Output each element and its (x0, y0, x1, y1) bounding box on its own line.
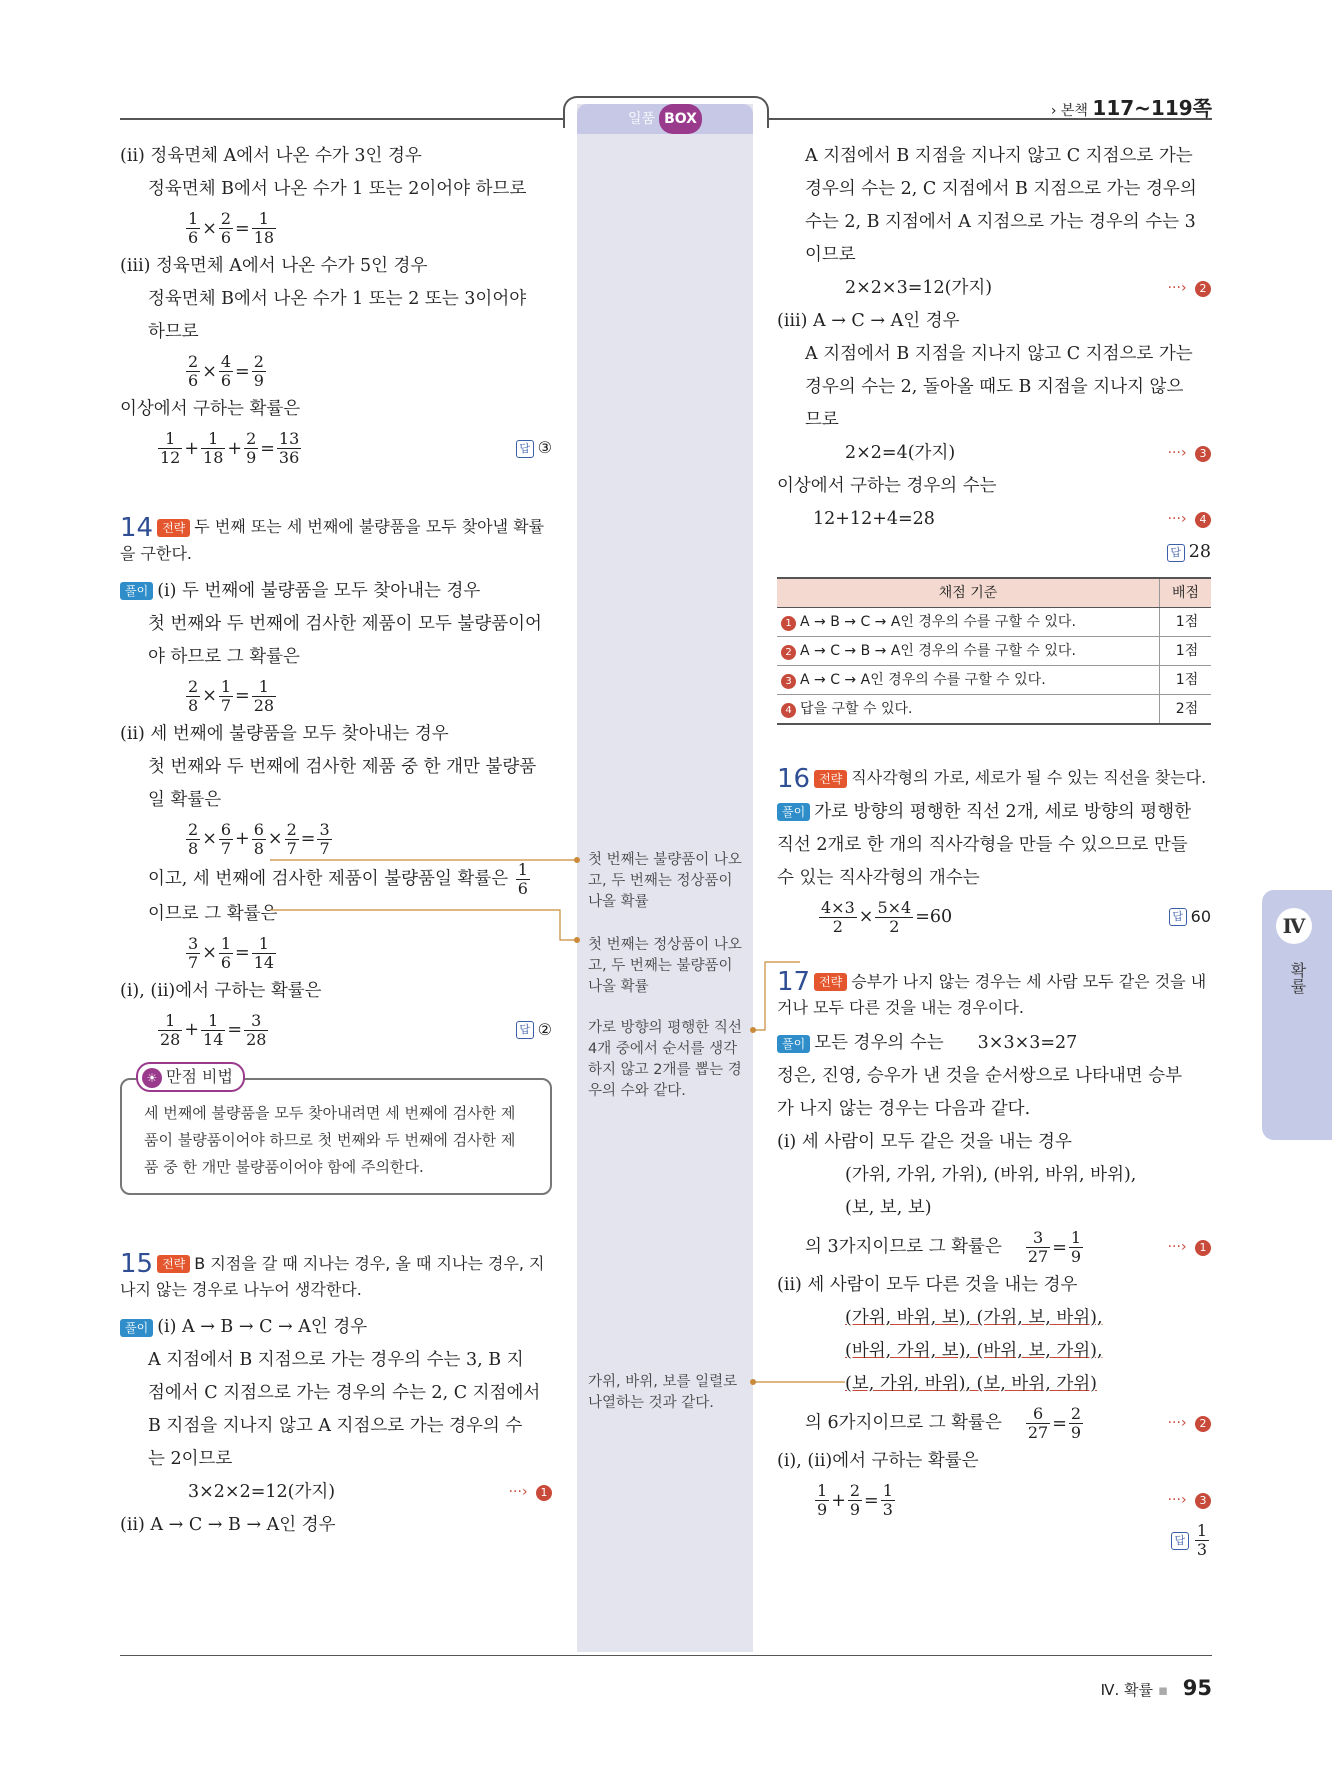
text-line: 12+12+4=28 ···› 4 (777, 503, 1211, 536)
text-line: 첫 번째와 두 번째에 검사한 제품이 모두 불량품이어 (148, 613, 542, 634)
table-header: 배점 (1160, 578, 1212, 608)
text-line: 2×2×3=12(가지) ···› 2 (777, 272, 1211, 305)
step-marker: ···› 1 (1168, 1225, 1211, 1269)
text-line: 3×2×2=12(가지) ···› 1 (120, 1476, 552, 1509)
solution-tag: 풀이 (777, 803, 810, 821)
table-row: 3 A → C → A인 경우의 수를 구할 수 있다. 1점 (777, 666, 1211, 695)
text-line: 이고, 세 번째에 검사한 제품이 불량품일 확률은 $\frac{1}{6}$ (148, 859, 528, 898)
text-line: 이상에서 구하는 경우의 수는 (777, 476, 997, 496)
answer-icon: 답 (516, 1021, 534, 1039)
text-line: 점에서 C 지점으로 가는 경우의 수는 2, C 지점에서 (148, 1383, 541, 1403)
equation: $\frac{1}{6}$ × $\frac{2}{6}$ = $\frac{1}{18}$ (188, 209, 275, 247)
side-note: 가로 방향의 평행한 직선 4개 중에서 순서를 생각하지 않고 2개를 뽑는 경우의 수와 같다. (588, 1020, 742, 1099)
question-number: 16 (777, 763, 811, 794)
text-line: 가 나지 않는 경우는 다음과 같다. (777, 1099, 1031, 1119)
text-line: (ⅲ) 정육면체 A에서 나온 수가 5인 경우 (120, 256, 428, 276)
text-line: (ⅰ), (ⅱ)에서 구하는 확률은 (120, 980, 322, 1001)
step-marker: ···› 1 (509, 1476, 552, 1509)
question-16-header (777, 765, 1211, 792)
answer: 답 ② (516, 1008, 552, 1052)
equation: $\frac{2}{8}$ × $\frac{6}{7}$ + $\frac{6}{8}$ × $\frac{2}{7}$ = $\frac{3}{7}$ (188, 819, 330, 858)
text-line: 풀이 모든 경우의 수는 3×3×3=27 (777, 1027, 1211, 1060)
text-line: (ⅱ) A → C → B → A인 경우 (120, 1515, 336, 1535)
step-marker: ···› 2 (1168, 1401, 1211, 1445)
question-number: 17 (777, 967, 811, 997)
text-line: 정육면체 B에서 나온 수가 1 또는 2 또는 3이어야 (148, 289, 527, 309)
text-line: 직선 2개로 한 개의 직사각형을 만들 수 있으므로 만들 (777, 834, 1188, 855)
text-line: 경우의 수는 2, 돌아올 때도 B 지점을 지나지 않으 (805, 377, 1184, 397)
text-line: 첫 번째와 두 번째에 검사한 제품 중 한 개만 불량품 (148, 756, 537, 777)
table-row: 2 A → C → B → A인 경우의 수를 구할 수 있다. 1점 (777, 637, 1211, 666)
question-17-header (777, 969, 1211, 1022)
answer: 답 ③ (516, 426, 552, 470)
answer-icon: 답 (1167, 544, 1185, 562)
text-line: 경우의 수는 2, C 지점에서 B 지점으로 가는 경우의 (805, 179, 1197, 199)
tip-header: ☀ 만점 비법 (136, 1062, 245, 1092)
text-line: A 지점에서 B 지점을 지나지 않고 C 지점으로 가는 (805, 146, 1193, 166)
page-number: 95 (1182, 1676, 1212, 1700)
text-line: (가위, 가위, 가위), (바위, 바위, 바위), (845, 1165, 1137, 1185)
equation: 의 3가지이므로 그 확률은 $\frac{3}{27}$ = $\frac{1}{9}$ ···› 1 (777, 1225, 1211, 1269)
text-line: (ⅱ) 세 번째에 불량품을 모두 찾아내는 경우 (120, 723, 449, 744)
text-line: (가위, 바위, 보), (가위, 보, 바위), (845, 1308, 1103, 1328)
strategy-text: 직사각형의 가로, 세로가 될 수 있는 직선을 찾는다. (851, 768, 1207, 787)
text-line: A 지점에서 B 지점으로 가는 경우의 수는 3, B 지 (148, 1350, 524, 1370)
step-marker: ···› 4 (1168, 503, 1211, 536)
step-marker: ···› 2 (1168, 272, 1211, 305)
strategy-tag: 전략 (157, 1255, 190, 1273)
chevron-right-icon: › (1050, 103, 1057, 119)
equation: $\frac{4\times 3}{2}$ × $\frac{5\times 4}{2}$ =60 답 60 (777, 895, 1211, 939)
text-line: 풀이 (ⅰ) A → B → C → A인 경우 (120, 1311, 552, 1344)
equation: $\frac{3}{7}$ × $\frac{1}{6}$ = $\frac{1}{14}$ (188, 933, 275, 972)
strategy-text: 승부가 나지 않는 경우는 세 사람 모두 같은 것을 내거나 모두 다른 것을 내는 경우이다. (777, 971, 1207, 1017)
answer: 답 $\frac{1}{3}$ (777, 1522, 1211, 1562)
text-line: 정육면체 B에서 나온 수가 1 또는 2이어야 하므로 (148, 179, 527, 199)
text-line: 는 2이므로 (148, 1449, 233, 1469)
text-line: 풀이 가로 방향의 평행한 직선 2개, 세로 방향의 평행한 (777, 796, 1211, 829)
solution-tag: 풀이 (120, 582, 153, 600)
answer: 답 60 (1169, 895, 1211, 939)
text-line: A 지점에서 B 지점을 지나지 않고 C 지점으로 가는 (805, 344, 1193, 364)
step-marker: ···› 3 (1168, 437, 1211, 470)
text-line: 풀이 (ⅰ) 두 번째에 불량품을 모두 찾아내는 경우 (120, 575, 552, 608)
equation: $\frac{1}{28}$ + $\frac{1}{14}$ = $\frac{3}{28}$ 답 ② (120, 1008, 552, 1052)
table-row: 1 A → B → C → A인 경우의 수를 구할 수 있다. 1점 (777, 608, 1211, 637)
right-column (777, 140, 1211, 1562)
text-line: 므로 (805, 410, 839, 430)
equation: $\frac{2}{6}$ × $\frac{4}{6}$ = $\frac{2}{9}$ (188, 352, 264, 390)
side-note: 가위, 바위, 보를 일렬로 나열하는 것과 같다. (588, 1374, 738, 1411)
side-note: 첫 번째는 불량품이 나오고, 두 번째는 정상품이 나올 확률 (588, 852, 742, 910)
text-line: (보, 보, 보) (845, 1198, 932, 1218)
ref-prefix: 본책 (1060, 103, 1088, 119)
chapter-title: Ⅳ. 확률 (1100, 1681, 1154, 1699)
text-line: (ⅰ) 세 사람이 모두 같은 것을 내는 경우 (777, 1132, 1072, 1152)
tab-label: 일품 (628, 111, 656, 127)
strategy-text: 두 번째 또는 세 번째에 불량품을 모두 찾아낼 확률을 구한다. (120, 517, 545, 563)
page-footer: Ⅳ. 확률 ▪ 95 (1100, 1676, 1212, 1700)
answer: 답 28 (777, 536, 1211, 569)
equation: $\frac{1}{9}$ + $\frac{2}{9}$ = $\frac{1}{3}$ ···› 3 (777, 1478, 1211, 1522)
scoring-table (777, 577, 1211, 725)
chapter-number: Ⅳ (1276, 908, 1312, 944)
table-header: 채점 기준 (777, 578, 1160, 608)
solution-tag: 풀이 (120, 1319, 153, 1337)
equation: $\frac{1}{12}$ + $\frac{1}{18}$ + $\frac{2}{9}$ = $\frac{13}{36}$ 답 ③ (120, 426, 552, 470)
answer-icon: 답 (1171, 1532, 1189, 1550)
answer-icon: 답 (1169, 908, 1187, 926)
text-line: (ⅱ) 정육면체 A에서 나온 수가 3인 경우 (120, 146, 422, 166)
text-line: (ⅱ) 세 사람이 모두 다른 것을 내는 경우 (777, 1275, 1078, 1295)
equation: $\frac{2}{8}$ × $\frac{1}{7}$ = $\frac{1}{28}$ (188, 676, 275, 715)
text-line: 이상에서 구하는 확률은 (120, 399, 301, 419)
solution-tag: 풀이 (777, 1035, 810, 1053)
strategy-tag: 전략 (814, 770, 847, 788)
text-line: B 지점을 지나지 않고 A 지점으로 가는 경우의 수 (148, 1416, 523, 1436)
text-line: 수는 2, B 지점에서 A 지점으로 가는 경우의 수는 3 (805, 212, 1196, 232)
equation: 의 6가지이므로 그 확률은 $\frac{6}{27}$ = $\frac{2}{9}$ ···› 2 (777, 1401, 1211, 1445)
text-line: (바위, 가위, 보), (바위, 보, 가위), (845, 1341, 1103, 1361)
text-line: (보, 가위, 바위), (보, 바위, 가위) (845, 1374, 1097, 1394)
text-line: 하므로 (148, 322, 199, 342)
strategy-tag: 전략 (157, 519, 190, 537)
strategy-tag: 전략 (814, 973, 847, 991)
chapter-label: 확률 (1288, 962, 1307, 994)
question-number: 15 (120, 1249, 154, 1279)
text-line: 일 확률은 (148, 789, 222, 810)
text-line: (ⅲ) A → C → A인 경우 (777, 311, 960, 331)
text-line: 수 있는 직사각형의 개수는 (777, 867, 980, 888)
table-row: 4 답을 구할 수 있다. 2점 (777, 695, 1211, 725)
text-line: 2×2=4(가지) ···› 3 (777, 437, 1211, 470)
step-marker: ···› 3 (1168, 1478, 1211, 1522)
text-line: (ⅰ), (ⅱ)에서 구하는 확률은 (777, 1451, 979, 1471)
text-line: 이므로 그 확률은 (148, 903, 278, 924)
footer-rule (120, 1655, 1212, 1656)
text-line: 야 하므로 그 확률은 (148, 646, 300, 667)
lightbulb-icon: ☀ (142, 1068, 162, 1088)
side-note: 첫 번째는 정상품이 나오고, 두 번째는 불량품이 나올 확률 (588, 937, 742, 995)
text-line: 정은, 진영, 승우가 낸 것을 순서쌍으로 나타내면 승부 (777, 1066, 1183, 1086)
text-line: 이므로 (805, 245, 856, 265)
answer-icon: 답 (516, 440, 534, 458)
ref-pages: 117~119쪽 (1092, 96, 1212, 120)
strategy-text: B 지점을 갈 때 지나는 경우, 올 때 지나는 경우, 지나지 않는 경우로 나누어 생각한다. (120, 1253, 545, 1299)
tip-text: 세 번째에 불량품을 모두 찾아내려면 세 번째에 검사한 제품이 불량품이어야 하므로 첫 번째와 두 번째에 검사한 제품 중 한 개만 불량품이어야 함에 주의한다. (144, 1103, 516, 1176)
box-badge: BOX (659, 104, 702, 134)
question-number: 14 (120, 512, 154, 543)
